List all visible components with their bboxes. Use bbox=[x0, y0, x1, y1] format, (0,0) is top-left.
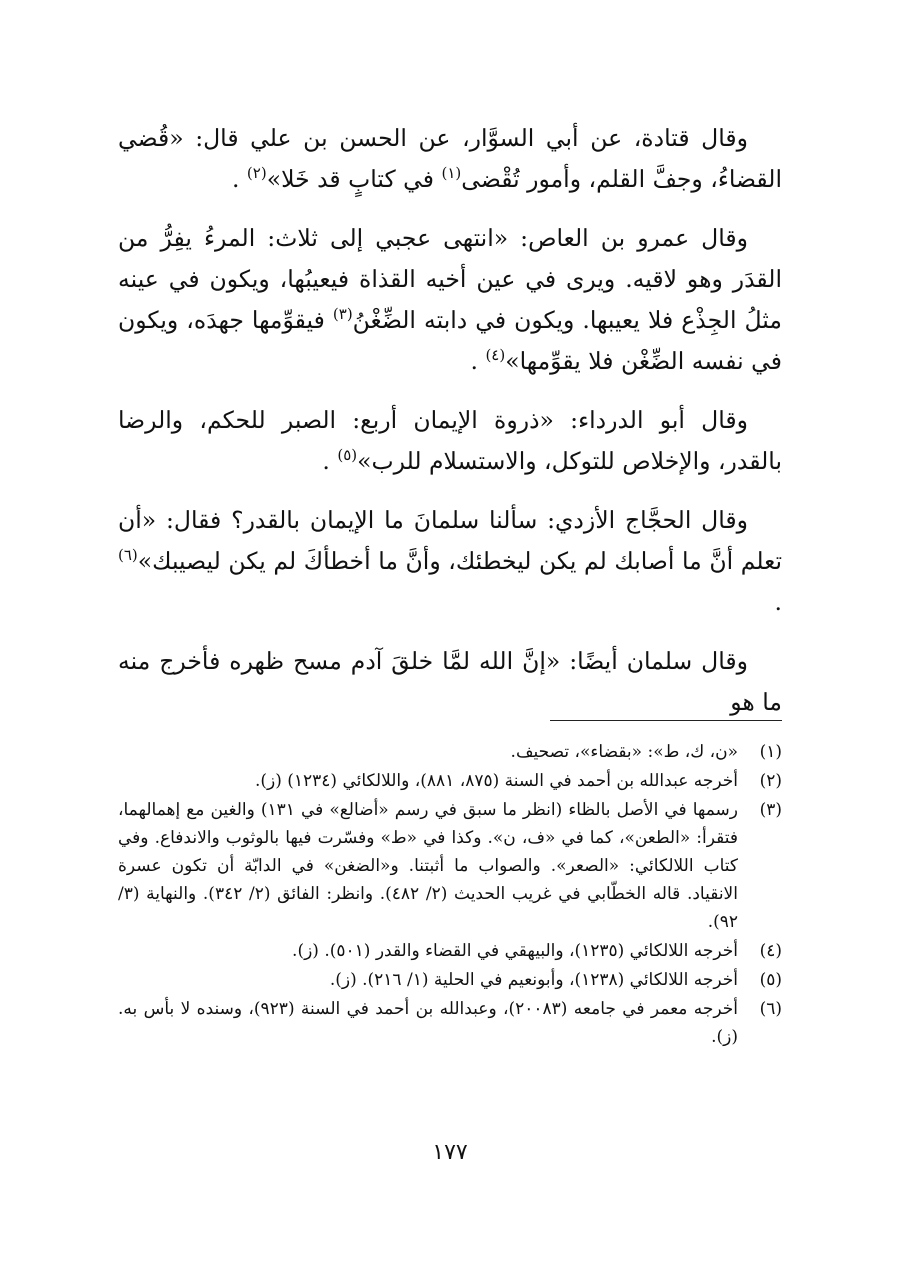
paragraph-text: وقال أبو الدرداء: «ذروة الإيمان أربع: الصبر للحكم، والرضا بالقدر، والإخلاص للتوكل، والاستسلام للرب» bbox=[118, 406, 782, 475]
footnote-reference[interactable]: (٣) bbox=[332, 305, 353, 324]
footnote-item bbox=[118, 738, 782, 766]
footnote-separator bbox=[550, 720, 782, 721]
main-text bbox=[118, 118, 782, 723]
footnote-number: (٥) bbox=[759, 970, 782, 990]
page-body bbox=[118, 118, 782, 723]
paragraph-text: في كتابٍ قد خَلا» bbox=[266, 165, 442, 193]
footnote-text: أخرجه عبدالله بن أحمد في السنة (٨٧٥، ٨٨١)، واللالكائي (١٢٣٤) (ز). bbox=[254, 771, 738, 791]
footnote-item bbox=[118, 767, 782, 795]
footnote-item bbox=[118, 937, 782, 965]
footnote-reference[interactable]: (٤) bbox=[485, 346, 506, 365]
footnotes-section bbox=[118, 738, 782, 1052]
paragraph-text: وقال سلمان أيضًا: «إنَّ الله لمَّا خلقَ آدم مسح ظهره فأخرج منه ما هو bbox=[118, 647, 782, 716]
paragraph-amr-ibn-al-as bbox=[118, 218, 782, 382]
footnote-number: (٣) bbox=[759, 800, 782, 820]
footnote-number: (٢) bbox=[759, 771, 782, 791]
footnote-text: أخرجه اللالكائي (١٢٣٥)، والبيهقي في القضاء والقدر (٥٠١). (ز). bbox=[292, 941, 738, 961]
paragraph-text: . bbox=[231, 165, 247, 193]
footnote-reference[interactable]: (٦) bbox=[118, 546, 138, 565]
paragraph-text: وقال عمرو بن العاص: «انتهى عجبي إلى ثلاث: المرءُ يفِرُّ من القدَر وهو لاقيه. ويرى في عين أخيه القذاة فيعيبُها، ويكون في عينه مثلُ الجِذْع فلا يعيبها. ويكون في دابته الضِّغْنُ bbox=[118, 224, 782, 334]
paragraph-text: . bbox=[470, 347, 486, 375]
paragraph-abu-al-darda bbox=[118, 400, 782, 482]
footnote-reference[interactable]: (١) bbox=[441, 164, 462, 183]
footnote-number: (٦) bbox=[759, 999, 782, 1019]
footnote-text: «ن، ك، ط»: «بقضاء»، تصحيف. bbox=[510, 742, 738, 762]
paragraph-qatada bbox=[118, 118, 782, 200]
page-number: ١٧٧ bbox=[432, 1140, 468, 1165]
paragraph-salman bbox=[118, 641, 782, 723]
paragraph-text: وقال الحجَّاج الأزدي: سألنا سلمانَ ما الإيمان بالقدر؟ فقال: «أن تعلم أنَّ ما أصابك لم يكن ليخطئك، وأنَّ ما أخطأكَ لم يكن ليصيبك» bbox=[118, 506, 782, 575]
footnote-text: أخرجه اللالكائي (١٢٣٨)، وأبونعيم في الحلية (١/ ٢١٦). (ز). bbox=[329, 970, 738, 990]
paragraph-text: . bbox=[322, 447, 338, 475]
paragraph-hajjaj-al-azdi bbox=[118, 500, 782, 623]
paragraph-text: . bbox=[774, 588, 782, 616]
footnote-item bbox=[118, 966, 782, 994]
footnote-reference[interactable]: (٢) bbox=[246, 164, 267, 183]
footnote-item bbox=[118, 796, 782, 936]
footnote-number: (١) bbox=[759, 742, 782, 762]
footnote-text: أخرجه معمر في جامعه (٢٠٠٨٣)، وعبدالله بن أحمد في السنة (٩٢٣)، وسنده لا بأس به. (ز). bbox=[118, 999, 738, 1047]
footnote-text: رسمها في الأصل بالظاء (انظر ما سبق في رسم «أضالع» في ١٣١) والغين مع إهمالهما، فتقرأ: «الطعن»، كما في «ف، ن». وكذا في «ط» وفسّرت فيها بالوثوب والاندفاع. وفي كتاب اللالكائي: «الصعر». والصواب ما أثبتنا. و«الضغن» في الدابّة أن تكون عسرة الانقياد. قاله الخطّابي في غريب الحديث (٢/ ٤٨٢). وانظر: الفائق (٢/ ٣٤٢). والنهاية (٣/ ٩٢). bbox=[118, 800, 738, 932]
footnote-item bbox=[118, 995, 782, 1051]
footnote-reference[interactable]: (٥) bbox=[337, 446, 358, 465]
paragraph-text: فيقوِّمها جهدَه، ويكون في نفسه الضِّغْن فلا يقوِّمها» bbox=[118, 306, 782, 375]
footnote-number: (٤) bbox=[759, 941, 782, 961]
paragraph-text: وقال قتادة، عن أبي السوَّار، عن الحسن بن علي قال: «قُضي القضاءُ، وجفَّ القلم، وأمور تُقْضى bbox=[118, 124, 782, 193]
